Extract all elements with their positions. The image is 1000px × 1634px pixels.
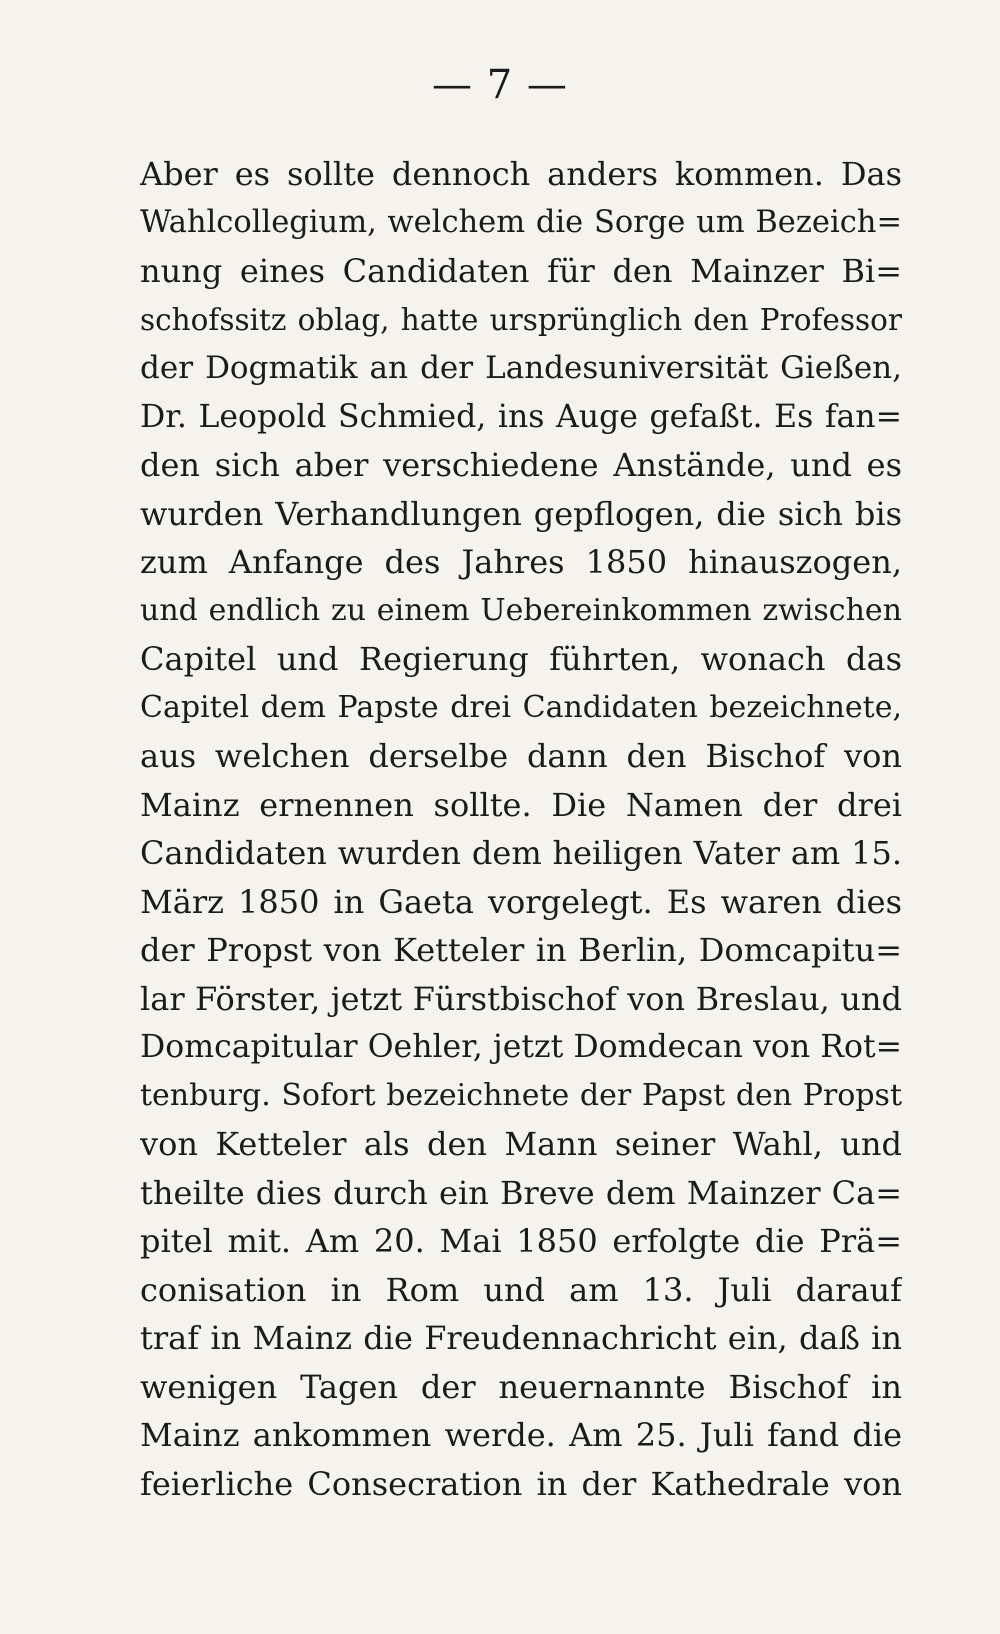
text-line: schofssitz oblag, hatte ursprünglich den Professor	[140, 302, 902, 337]
text-line: Aber es sollte dennoch anders kommen. Das	[140, 155, 902, 193]
page-number: — 7 —	[432, 62, 568, 108]
text-line: nung eines Candidaten für den Mainzer Bi=	[140, 252, 902, 290]
text-line: wurden Verhandlungen gepflogen, die sich bis	[140, 494, 902, 533]
text-line: den sich aber verschiedene Anstände, und es	[140, 446, 902, 484]
text-line: Capitel und Regierung führten, wonach das	[140, 640, 902, 678]
text-line: tenburg. Sofort bezeichnete der Papst den Propst	[140, 1077, 902, 1113]
text-line: feierliche Consecration in der Kathedrale von	[140, 1464, 902, 1503]
text-line: Mainz ernennen sollte. Die Namen der drei	[140, 785, 902, 824]
text-line: Mainz ankommen werde. Am 25. Juli fand die	[140, 1416, 902, 1454]
text-line: traf in Mainz die Freudennachricht ein, daß in	[140, 1319, 902, 1357]
text-line: Dr. Leopold Schmied, ins Auge gefaßt. Es fan=	[140, 398, 902, 435]
text-line: conisation in Rom und am 13. Juli darauf	[140, 1270, 902, 1309]
text-line: theilte dies durch ein Breve dem Mainzer Ca=	[140, 1173, 902, 1212]
text-line: Wahlcollegium, welchem die Sorge um Bezeich=	[140, 204, 902, 240]
text-line: Domcapitular Oehler, jetzt Domdecan von Rot=	[140, 1029, 902, 1065]
text-line: Candidaten wurden dem heiligen Vater am 15.	[140, 834, 902, 872]
text-line: aus welchen derselbe dann den Bischof von	[140, 737, 902, 775]
text-line: pitel mit. Am 20. Mai 1850 erfolgte die Prä=	[140, 1222, 902, 1260]
text-line: der Propst von Ketteler in Berlin, Domcapitu=	[140, 931, 902, 969]
text-line: und endlich zu einem Uebereinkommen zwischen	[140, 592, 902, 628]
text-line: Capitel dem Papste drei Candidaten bezeichnete,	[140, 689, 902, 725]
body-text	[140, 150, 902, 1508]
text-line: von Ketteler als den Mann seiner Wahl, und	[140, 1125, 902, 1163]
text-line: März 1850 in Gaeta vorgelegt. Es waren dies	[140, 882, 902, 921]
text-line: lar Förster, jetzt Fürstbischof von Breslau, und	[140, 979, 902, 1018]
text-line: der Dogmatik an der Landesuniversität Gießen,	[140, 350, 902, 386]
text-line: zum Anfange des Jahres 1850 hinauszogen,	[140, 543, 902, 581]
text-line: wenigen Tagen der neuernannte Bischof in	[140, 1367, 902, 1406]
